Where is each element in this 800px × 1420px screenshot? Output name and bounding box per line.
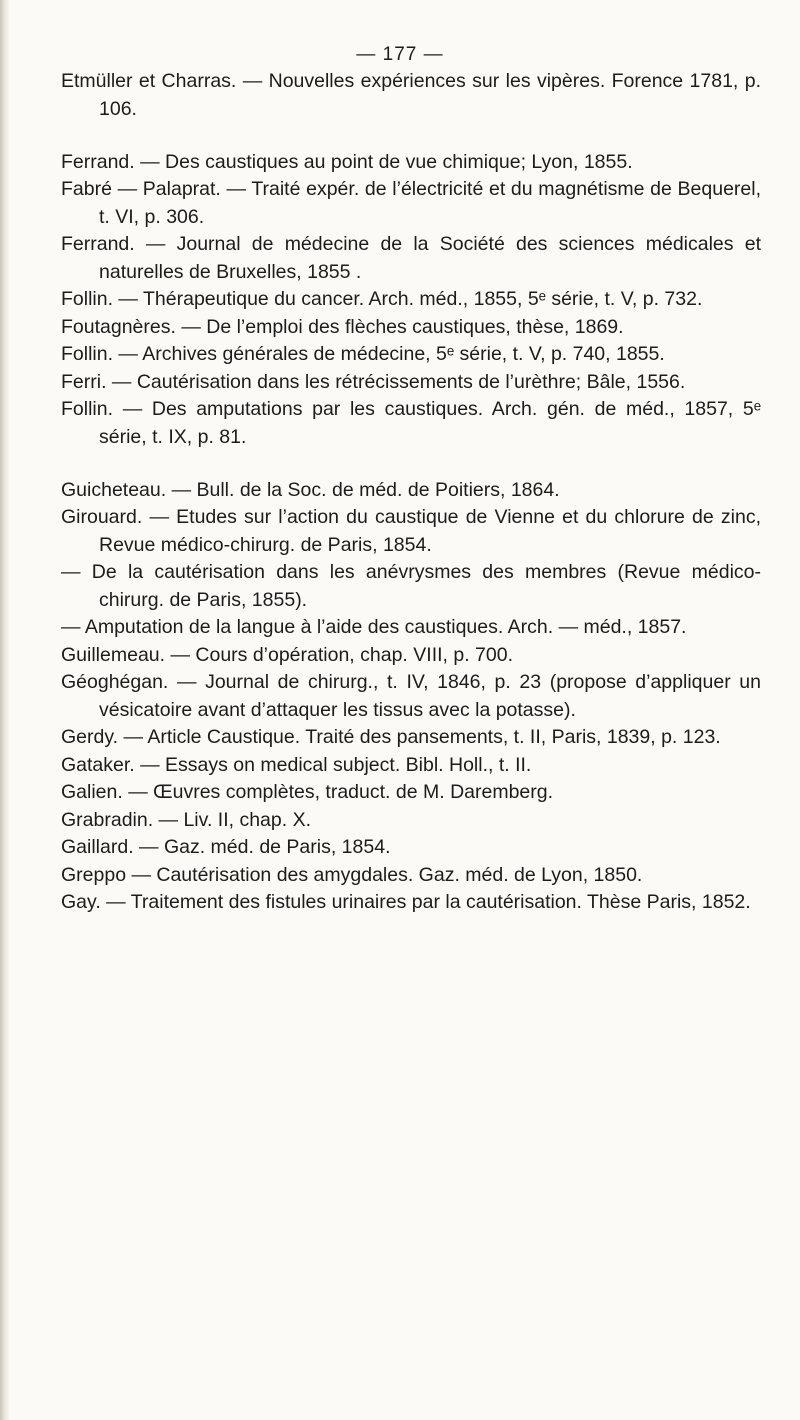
- bibliography-list: [61, 68, 761, 917]
- bibliography-entry: Follin. — Des amputations par les caustiques. Arch. gén. de méd., 1857, 5ᵉ série, t. IX, p. 81.: [61, 398, 761, 448]
- bibliography-entry: Guillemeau. — Cours d’opération, chap. VIII, p. 700.: [61, 643, 513, 666]
- bibliography-entry: Grabradin. — Liv. II, chap. X.: [61, 808, 311, 831]
- bibliography-entry: Foutagnères. — De l’emploi des flèches caustiques, thèse, 1869.: [61, 315, 624, 338]
- bibliography-entry: Guicheteau. — Bull. de la Soc. de méd. de Poitiers, 1864.: [61, 478, 560, 501]
- bibliography-entry: Ferrand. — Journal de médecine de la Société des sciences médicales et naturelles de Bruxelles, 1855 .: [61, 233, 761, 283]
- bibliography-entry: Gerdy. — Article Caustique. Traité des pansements, t. II, Paris, 1839, p. 123.: [61, 726, 721, 748]
- bibliography-entry: Greppo — Cautérisation des amygdales. Gaz. méd. de Lyon, 1850.: [61, 863, 643, 886]
- page-number: — 177 —: [356, 44, 444, 65]
- bibliography-entry: Ferri. — Cautérisation dans les rétrécissements de l’urèthre; Bâle, 1556.: [61, 370, 686, 393]
- bibliography-entry: Gaillard. — Gaz. méd. de Paris, 1854.: [61, 836, 391, 858]
- bibliography-entry: Ferrand. — Des caustiques au point de vue chimique; Lyon, 1855.: [61, 150, 633, 173]
- bibliography-entry-continuation: — De la cautérisation dans les anévrysmes des membres (Revue médico-chirurg. de Paris, 1855).: [61, 561, 761, 611]
- bibliography-entry: Gataker. — Essays on medical subject. Bibl. Holl., t. II.: [61, 753, 532, 776]
- bibliography-entry: Etmüller et Charras. — Nouvelles expériences sur les vipères. Forence 1781, p. 106.: [61, 70, 761, 120]
- bibliography-entry: Follin. — Thérapeutique du cancer. Arch. méd., 1855, 5ᵉ série, t. V, p. 732.: [61, 288, 703, 310]
- bibliography-entry: Fabré — Palaprat. — Traité expér. de l’électricité et du magnétisme de Bequerel, t. VI, p. 306.: [61, 178, 761, 228]
- bibliography-entry-continuation: — Amputation de la langue à l’aide des caustiques. Arch. — méd., 1857.: [61, 616, 687, 638]
- bibliography-entry: Géoghégan. — Journal de chirurg., t. IV, 1846, p. 23 (propose d’appliquer un vésicatoire avant d’attaquer les tissus avec la potasse).: [61, 671, 761, 721]
- page-binding-shadow: [0, 0, 10, 1420]
- bibliography-entry: Follin. — Archives générales de médecine, 5ᵉ série, t. V, p. 740, 1855.: [61, 343, 665, 365]
- bibliography-entry: Gay. — Traitement des fistules urinaires par la cautérisation. Thèse Paris, 1852.: [61, 891, 751, 913]
- bibliography-entry: Galien. — Œuvres complètes, traduct. de M. Daremberg.: [61, 781, 554, 803]
- bibliography-entry: Girouard. — Etudes sur l’action du caustique de Vienne et du chlorure de zinc, Revue médico-chirurg. de Paris, 1854.: [61, 506, 761, 556]
